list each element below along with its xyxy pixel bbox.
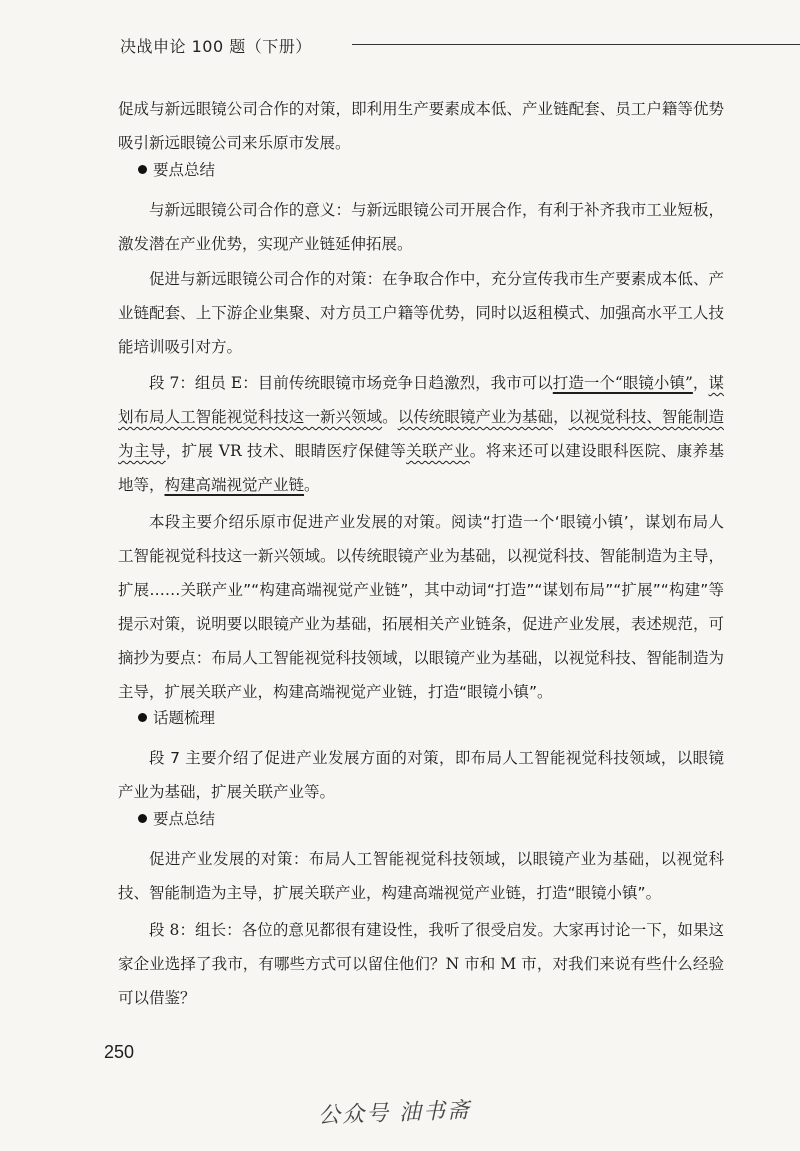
s7-wavy-related: 关联产业 (406, 442, 470, 460)
page-number: 250 (104, 1042, 135, 1062)
paragraph-summary-2: 促进产业发展的对策：布局人工智能视觉科技领域，以眼镜产业为基础，以视觉科技、智能制造为主导，扩展关联产业，构建高端视觉产业链，打造“眼镜小镇”。 (118, 850, 724, 902)
s7-text: 。 (382, 408, 398, 426)
s7-text: 段 7：组员 E：目前传统眼镜市场竞争日趋激烈，我市可以 (149, 374, 553, 392)
s7-underline-xiaozhen: 打造一个“眼镜小镇” (552, 374, 693, 392)
heading-summary-text: 要点总结 (153, 161, 216, 179)
bullet-icon (138, 713, 147, 722)
paragraph-cooperation-measures: 促进与新远眼镜公司合作的对策：在争取合作中，充分宣传我市生产要素成本低、产业链配套、上下游企业集聚、对方员工户籍等优势，同时以返租模式、加强高水平工人技能培训吸引对方。 (118, 270, 724, 356)
running-header (120, 34, 730, 60)
paragraph-section-7 (118, 366, 724, 502)
s7-wavy-layout: 谋划布局人工智能视觉科技这一新兴领域 (118, 374, 724, 426)
watermark-text: 公众号 油书斋 (317, 1098, 472, 1129)
header-rule (352, 44, 800, 45)
heading-summary (138, 158, 215, 182)
bullet-icon (138, 814, 147, 823)
paragraph-significance: 与新远眼镜公司合作的意义：与新远眼镜公司开展合作，有利于补齐我市工业短板，激发潜在产业优势，实现产业链延伸拓展。 (118, 201, 724, 253)
s7-wavy-basis: 以传统眼镜产业为基础 (397, 408, 554, 426)
heading-topic-text: 话题梳理 (153, 709, 216, 727)
header-title: 决战申论 100 题（下册） (120, 37, 312, 56)
paragraph-topic: 段 7 主要介绍了促进产业发展方面的对策，即布局人工智能视觉科技领域，以眼镜产业为基础，扩展关联产业等。 (118, 749, 724, 801)
s7-wavy-leading: 以视觉科技、智能制造为主导 (118, 408, 724, 460)
s7-text: ，扩展 VR 技术、眼睛医疗保健等 (165, 442, 407, 460)
s7-text: 。将来还可以建设眼科医院、康养基地等， (118, 442, 724, 494)
s7-text: 。 (304, 476, 320, 494)
heading-topic (138, 706, 215, 730)
s7-underline-chain: 构建高端视觉产业链 (164, 476, 305, 494)
heading-summary-2 (138, 807, 215, 831)
paragraph-intro: 促成与新远眼镜公司合作的对策，即利用生产要素成本低、产业链配套、员工户籍等优势吸引新远眼镜公司来乐原市发展。 (118, 100, 724, 152)
bullet-icon (138, 165, 147, 174)
s7-text: ， (692, 374, 709, 392)
paragraph-analysis: 本段主要介绍乐原市促进产业发展的对策。阅读“打造一个‘眼镜小镇’，谋划布局人工智能视觉科技这一新兴领域。以传统眼镜产业为基础，以视觉科技、智能制造为主导，扩展……关联产业”“构建高端视觉产业链”，其中动词“打造”“谋划布局”“扩展”“构建”等提示对策，说明要以眼镜产业为基础，拓展相关产业链条，促进产业发展，表述规范，可摘抄为要点：布局人工智能视觉科技领域，以眼镜产业为基础，以视觉科技、智能制造为主导，扩展关联产业，构建高端视觉产业链，打造“眼镜小镇”。 (118, 513, 724, 701)
heading-summary-2-text: 要点总结 (153, 810, 216, 828)
paragraph-section-8: 段 8：组长：各位的意见都很有建设性，我听了很受启发。大家再讨论一下，如果这家企业选择了我市，有哪些方式可以留住他们？N 市和 M 市，对我们来说有些什么经验可以借鉴？ (118, 921, 724, 1007)
s7-text: ， (553, 408, 569, 426)
